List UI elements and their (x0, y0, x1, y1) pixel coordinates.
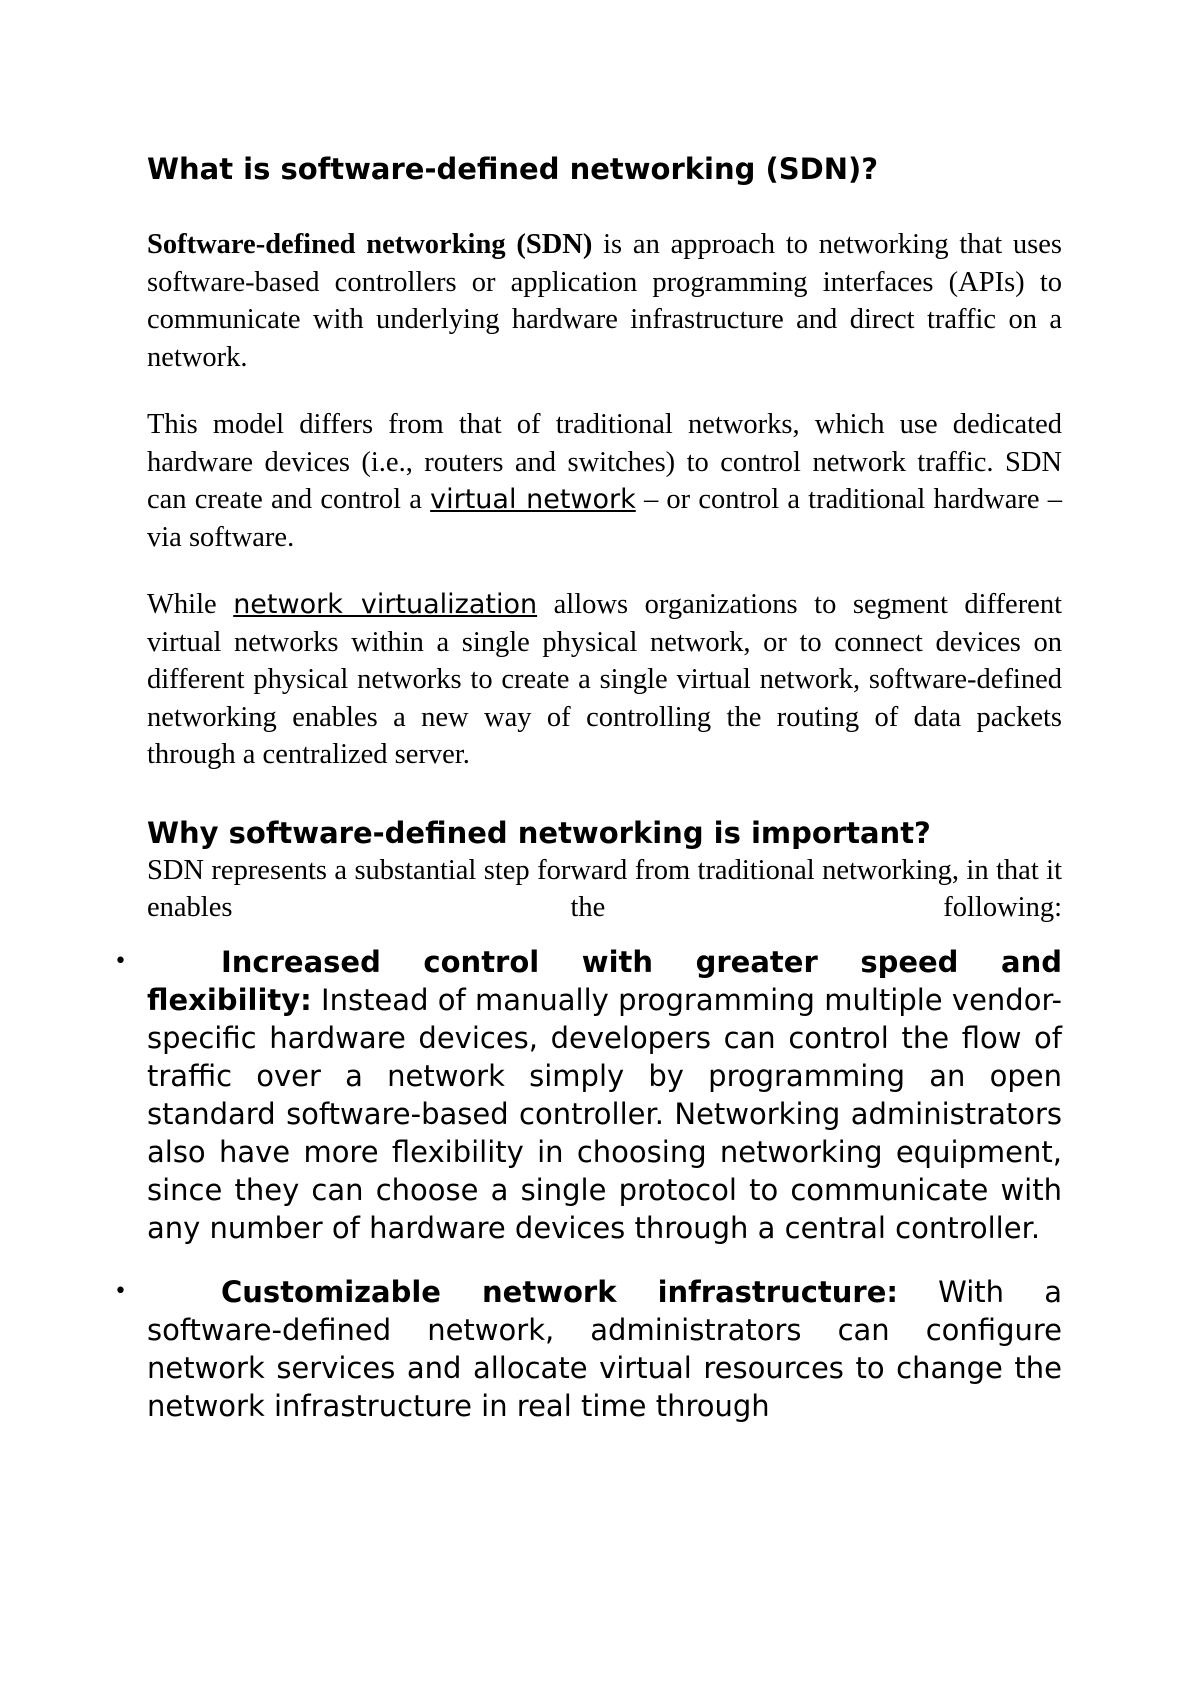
bullet-icon: • (114, 948, 127, 974)
bullet-title: Increased control with greater speed and flexibility: (147, 944, 1062, 1017)
network-virtualization-link[interactable]: network virtualization (233, 589, 538, 620)
virtualization-text-after: allows organizations to segment different virtual networks within a single physical network, or to connect devices on different physical networks to create a single virtual network, software-defined networking enables a new way of controlling the routing of data packets through a centralized server. (147, 589, 1063, 770)
paragraph-network-virtualization (147, 586, 1062, 774)
paragraph-sdn-represents: SDN represents a substantial step forward from traditional networking, in that it enables the following: (147, 854, 1062, 923)
heading-why-sdn-important: Why software-defined networking is important? (147, 815, 931, 850)
bullet-item-customizable-infrastructure (114, 1273, 1062, 1425)
paragraph-traditional-comparison (147, 406, 1062, 556)
comparison-text-before: This model differs from that of traditional networks, which use dedicated hardware devices (i.e., routers and switches) to control network traffic. SDN can create and control a (147, 409, 1062, 515)
comparison-text-after: – or control a traditional hardware – via software. (147, 484, 1062, 553)
bullet-item-increased-control (114, 943, 1062, 1247)
document-page (114, 150, 1063, 1425)
paragraph-definition (147, 226, 1062, 376)
bullet-text: With a software-defined network, administrators can configure network services and allocate virtual resources to change the network infrastructure in real time through (147, 1274, 1062, 1423)
virtual-network-link[interactable]: virtual network (430, 484, 636, 515)
bullet-icon: • (114, 1278, 127, 1304)
bullet-title: Customizable network infrastructure: (221, 1274, 898, 1309)
bullet-text: Instead of manually programming multiple vendor-specific hardware devices, developers can control the flow of traffic over a network simply by programming an open standard software-based controller. Networking administrators also have more flexibility in choosing networking equipment, since they can choose a single protocol to communicate with any number of hardware devices through a central controller. (147, 982, 1062, 1245)
term-sdn: Software-defined networking (SDN) (147, 229, 593, 260)
heading-what-is-sdn: What is software-defined networking (SDN)? (147, 152, 879, 186)
virtualization-text-before: While (147, 589, 234, 620)
definition-text: is an approach to networking that uses software-based controllers or application programming interfaces (APIs) to communicate with underlying hardware infrastructure and direct traffic on a network. (147, 229, 1062, 373)
